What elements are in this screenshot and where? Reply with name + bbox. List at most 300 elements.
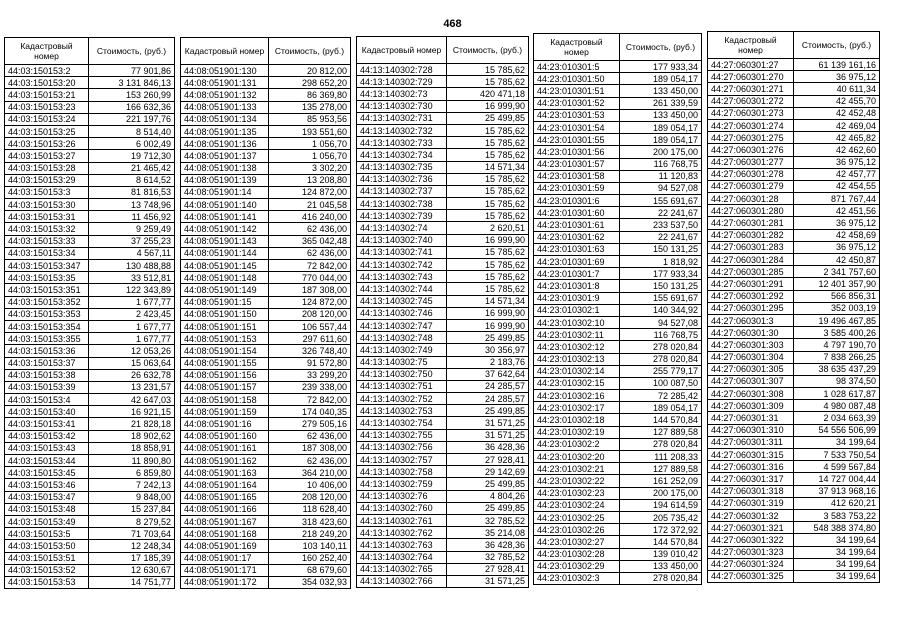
cost-cell: 161 252,09 — [620, 475, 702, 487]
cadastral-number-cell: 44:27:060301:271 — [708, 83, 794, 95]
cost-cell: 15 785,62 — [447, 137, 529, 149]
table-row — [357, 441, 529, 453]
cost-cell: 1 677,77 — [89, 320, 175, 332]
table-row — [357, 234, 529, 246]
table-row — [181, 77, 351, 89]
cadastral-number-cell: 44:03:150153:36 — [5, 345, 89, 357]
table-row — [357, 466, 529, 478]
cost-cell: 548 388 374,80 — [794, 522, 880, 534]
table-row — [5, 272, 175, 284]
cadastral-number-cell: 44:08:051901:137 — [181, 150, 269, 162]
cost-cell: 365 042,48 — [269, 235, 351, 247]
cost-cell: 364 210,00 — [269, 467, 351, 479]
cost-cell: 42 454,55 — [794, 180, 880, 192]
table-row — [5, 65, 175, 77]
cost-cell: 187 308,00 — [269, 284, 351, 296]
cost-cell: 127 889,58 — [620, 463, 702, 475]
table-row — [708, 436, 880, 448]
cadastral-number-cell: 44:08:051901:160 — [181, 430, 269, 442]
cost-cell: 189 054,17 — [620, 134, 702, 146]
table-row — [357, 319, 529, 331]
table-row — [534, 414, 702, 426]
table-row — [5, 576, 175, 588]
cadastral-number-cell: 44:13:140302:76 — [357, 490, 447, 502]
cadastral-number-cell: 44:27:060301:315 — [708, 449, 794, 461]
cost-cell: 135 278,00 — [269, 101, 351, 113]
table-row — [708, 266, 880, 278]
cadastral-number-cell: 44:13:140302:756 — [357, 441, 447, 453]
cost-cell: 13 231,57 — [89, 381, 175, 393]
table-row — [708, 229, 880, 241]
cadastral-number-cell: 44:23:010301:8 — [534, 280, 620, 292]
table-row — [5, 186, 175, 198]
table-row — [708, 241, 880, 253]
cost-cell: 21 828,18 — [89, 418, 175, 430]
table-row — [5, 442, 175, 454]
table-row — [534, 109, 702, 121]
cadastral-number-cell: 44:03:150153:47 — [5, 491, 89, 503]
cadastral-number-cell: 44:27:060301:270 — [708, 71, 794, 83]
cost-cell: 8 614,52 — [89, 174, 175, 186]
cost-cell: 34 199,64 — [794, 546, 880, 558]
cost-cell: 12 401 357,90 — [794, 278, 880, 290]
cost-cell: 6 859,80 — [89, 467, 175, 479]
table-row — [5, 296, 175, 308]
cadastral-number-cell: 44:23:010302:11 — [534, 329, 620, 341]
table-row — [181, 162, 351, 174]
table-row — [5, 125, 175, 137]
cost-cell: 420 471,18 — [447, 88, 529, 100]
cadastral-number-cell: 44:23:010301:58 — [534, 170, 620, 182]
cost-cell: 62 436,00 — [269, 247, 351, 259]
cadastral-number-cell: 44:03:150153:33 — [5, 235, 89, 247]
table-row — [708, 205, 880, 217]
table-row — [357, 198, 529, 210]
table-row — [708, 59, 880, 71]
table-row — [708, 461, 880, 473]
table-row — [5, 467, 175, 479]
cadastral-number-cell: 44:23:010302:29 — [534, 560, 620, 572]
table-row — [181, 430, 351, 442]
cadastral-number-cell: 44:13:140302:734 — [357, 149, 447, 161]
table-row — [181, 479, 351, 491]
table-row — [5, 430, 175, 442]
cost-cell: 13 208,80 — [269, 174, 351, 186]
cadastral-number-cell: 44:27:060301:280 — [708, 205, 794, 217]
cost-cell: 2 341 757,60 — [794, 266, 880, 278]
cadastral-number-cell: 44:13:140302:732 — [357, 124, 447, 136]
table-row — [708, 522, 880, 534]
cost-cell: 770 044,00 — [269, 272, 351, 284]
table-row — [181, 235, 351, 247]
cadastral-number-cell: 44:23:010301:57 — [534, 158, 620, 170]
cadastral-number-cell: 44:13:140302:753 — [357, 405, 447, 417]
cadastral-number-cell: 44:23:010302:10 — [534, 316, 620, 328]
table-row — [534, 134, 702, 146]
cadastral-number-cell: 44:08:051901:155 — [181, 357, 269, 369]
cadastral-number-cell: 44:08:051901:156 — [181, 369, 269, 381]
table-row — [708, 168, 880, 180]
cadastral-number-cell: 44:23:010302:19 — [534, 426, 620, 438]
table-row — [534, 463, 702, 475]
cost-cell: 352 003,19 — [794, 302, 880, 314]
table-row — [357, 283, 529, 295]
table-row — [534, 426, 702, 438]
cost-cell: 354 032,93 — [269, 576, 351, 588]
cadastral-number-cell: 44:13:140302:742 — [357, 259, 447, 271]
cost-cell: 42 469,04 — [794, 119, 880, 131]
table-row — [708, 156, 880, 168]
cadastral-number-cell: 44:03:150153:32 — [5, 223, 89, 235]
cost-cell: 155 691,67 — [620, 195, 702, 207]
cadastral-number-cell: 44:08:051901:148 — [181, 272, 269, 284]
table-row — [181, 455, 351, 467]
cadastral-number-cell: 44:23:010301:69 — [534, 256, 620, 268]
cost-cell: 30 356,97 — [447, 344, 529, 356]
table-row — [181, 406, 351, 418]
cost-cell: 122 343,89 — [89, 284, 175, 296]
table-row — [181, 113, 351, 125]
cadastral-number-cell: 44:13:140302:735 — [357, 161, 447, 173]
cost-cell: 416 240,00 — [269, 211, 351, 223]
cost-cell: 255 779,17 — [620, 365, 702, 377]
table-row — [5, 394, 175, 406]
cost-cell: 34 199,64 — [794, 436, 880, 448]
cost-cell: 37 913 968,16 — [794, 485, 880, 497]
cost-cell: 13 748,96 — [89, 199, 175, 211]
cost-cell: 22 241,67 — [620, 231, 702, 243]
cadastral-number-cell: 44:23:010302:26 — [534, 524, 620, 536]
table-row — [708, 473, 880, 485]
cost-cell: 3 131 846,13 — [89, 77, 175, 89]
cost-cell: 7 533 750,54 — [794, 449, 880, 461]
cost-cell: 34 199,64 — [794, 534, 880, 546]
table-row — [357, 356, 529, 368]
table-row — [5, 345, 175, 357]
table-row — [534, 316, 702, 328]
cost-cell: 15 785,62 — [447, 124, 529, 136]
table-row — [357, 405, 529, 417]
header-cost: Стоимость, (руб.) — [269, 38, 351, 65]
table-row — [534, 97, 702, 109]
cost-cell: 94 527,08 — [620, 182, 702, 194]
cadastral-number-cell: 44:13:140302:748 — [357, 332, 447, 344]
table-row — [181, 528, 351, 540]
table-row — [5, 406, 175, 418]
cadastral-number-cell: 44:23:010301:6 — [534, 195, 620, 207]
cadastral-number-cell: 44:13:140302:764 — [357, 551, 447, 563]
cadastral-number-cell: 44:23:010302:17 — [534, 402, 620, 414]
table-row — [708, 314, 880, 326]
cadastral-number-cell: 44:03:150153:351 — [5, 284, 89, 296]
table-row — [5, 528, 175, 540]
cadastral-table-2 — [180, 37, 351, 589]
table-row — [357, 149, 529, 161]
cost-cell: 15 785,62 — [447, 271, 529, 283]
cost-cell: 17 185,39 — [89, 552, 175, 564]
cadastral-number-cell: 44:08:051901:162 — [181, 455, 269, 467]
table-row — [708, 534, 880, 546]
cadastral-table-4 — [533, 33, 702, 585]
cadastral-number-cell: 44:03:150153:53 — [5, 576, 89, 588]
cost-cell: 15 785,62 — [447, 149, 529, 161]
cadastral-number-cell: 44:08:051901:141 — [181, 211, 269, 223]
cost-cell: 144 570,84 — [620, 536, 702, 548]
cost-cell: 116 768,75 — [620, 158, 702, 170]
cadastral-number-cell: 44:27:060301:27 — [708, 59, 794, 71]
table-row — [534, 195, 702, 207]
cost-cell: 9 259,49 — [89, 223, 175, 235]
cost-cell: 140 344,92 — [620, 304, 702, 316]
cost-cell: 133 450,00 — [620, 85, 702, 97]
table-row — [534, 182, 702, 194]
table-row — [181, 418, 351, 430]
table-row — [357, 551, 529, 563]
table-row — [534, 438, 702, 450]
table-row — [534, 487, 702, 499]
cadastral-number-cell: 44:08:051901:157 — [181, 381, 269, 393]
cadastral-number-cell: 44:27:060301:277 — [708, 156, 794, 168]
table-row — [708, 339, 880, 351]
cost-cell: 85 953,56 — [269, 113, 351, 125]
cost-cell: 15 063,64 — [89, 357, 175, 369]
table-row — [708, 509, 880, 521]
header-cost: Стоимость, (руб.) — [794, 32, 880, 59]
cost-cell: 37 255,23 — [89, 235, 175, 247]
table-row — [181, 491, 351, 503]
cadastral-number-cell: 44:08:051901:134 — [181, 113, 269, 125]
cadastral-number-cell: 44:13:140302:729 — [357, 76, 447, 88]
cost-cell: 174 040,35 — [269, 406, 351, 418]
cadastral-number-cell: 44:08:051901:136 — [181, 138, 269, 150]
cadastral-number-cell: 44:08:051901:168 — [181, 528, 269, 540]
cadastral-number-cell: 44:23:010302:20 — [534, 451, 620, 463]
table-row — [5, 455, 175, 467]
cost-cell: 12 053,26 — [89, 345, 175, 357]
cadastral-number-cell: 44:13:140302:741 — [357, 246, 447, 258]
cost-cell: 42 457,77 — [794, 168, 880, 180]
cadastral-number-cell: 44:13:140302:743 — [357, 271, 447, 283]
cost-cell: 19 496 467,85 — [794, 314, 880, 326]
cadastral-number-cell: 44:23:010302:25 — [534, 511, 620, 523]
cadastral-number-cell: 44:27:060301:284 — [708, 254, 794, 266]
cost-cell: 1 818,92 — [620, 256, 702, 268]
cadastral-number-cell: 44:23:010301:50 — [534, 73, 620, 85]
table-row — [5, 381, 175, 393]
cost-cell: 871 767,44 — [794, 193, 880, 205]
cadastral-number-cell: 44:27:060301:295 — [708, 302, 794, 314]
cadastral-number-cell: 44:23:010301:54 — [534, 121, 620, 133]
table-row — [708, 132, 880, 144]
cadastral-number-cell: 44:03:150153:5 — [5, 528, 89, 540]
cadastral-number-cell: 44:27:060301:285 — [708, 266, 794, 278]
cost-cell: 14 571,34 — [447, 295, 529, 307]
table-row — [181, 272, 351, 284]
cost-cell: 1 677,77 — [89, 333, 175, 345]
cadastral-number-cell: 44:03:150153:25 — [5, 125, 89, 137]
cadastral-number-cell: 44:08:051901:145 — [181, 260, 269, 272]
cost-cell: 37 642,64 — [447, 368, 529, 380]
cadastral-number-cell: 44:08:051901:154 — [181, 345, 269, 357]
table-row — [5, 138, 175, 150]
cost-cell: 566 856,31 — [794, 290, 880, 302]
cadastral-number-cell: 44:13:140302:766 — [357, 575, 447, 587]
cadastral-number-cell: 44:13:140302:752 — [357, 393, 447, 405]
cost-cell: 42 451,56 — [794, 205, 880, 217]
cadastral-number-cell: 44:13:140302:75 — [357, 356, 447, 368]
cadastral-number-cell: 44:13:140302:750 — [357, 368, 447, 380]
cost-cell: 177 933,34 — [620, 268, 702, 280]
table-row — [708, 107, 880, 119]
table-row — [357, 112, 529, 124]
cadastral-number-cell: 44:13:140302:755 — [357, 429, 447, 441]
cost-cell: 77 901,86 — [89, 65, 175, 77]
table-row — [357, 210, 529, 222]
cost-cell: 12 630,67 — [89, 564, 175, 576]
cost-cell: 68 679,60 — [269, 564, 351, 576]
cadastral-number-cell: 44:23:010302:13 — [534, 353, 620, 365]
cost-cell: 72 285,42 — [620, 390, 702, 402]
table-row — [357, 393, 529, 405]
cadastral-number-cell: 44:23:010302:15 — [534, 377, 620, 389]
cadastral-number-cell: 44:03:150153:44 — [5, 455, 89, 467]
cost-cell: 318 423,60 — [269, 515, 351, 527]
cadastral-number-cell: 44:03:150153:42 — [5, 430, 89, 442]
table-row — [5, 211, 175, 223]
table-row — [5, 515, 175, 527]
cadastral-number-cell: 44:08:051901:139 — [181, 174, 269, 186]
cost-cell: 15 785,62 — [447, 246, 529, 258]
cost-cell: 42 452,48 — [794, 107, 880, 119]
cost-cell: 16 921,15 — [89, 406, 175, 418]
table-row — [181, 515, 351, 527]
table-row — [5, 357, 175, 369]
cost-cell: 54 556 506,99 — [794, 424, 880, 436]
cost-cell: 15 785,62 — [447, 173, 529, 185]
cadastral-number-cell: 44:23:010301:61 — [534, 219, 620, 231]
cost-cell: 40 611,34 — [794, 83, 880, 95]
cadastral-number-cell: 44:27:060301:291 — [708, 278, 794, 290]
cost-cell: 412 620,21 — [794, 497, 880, 509]
table-row — [708, 180, 880, 192]
table-row — [708, 388, 880, 400]
cost-cell: 1 677,77 — [89, 296, 175, 308]
cost-cell: 4 599 567,84 — [794, 461, 880, 473]
cost-cell: 208 120,00 — [269, 491, 351, 503]
cadastral-number-cell: 44:08:051901:131 — [181, 77, 269, 89]
cost-cell: 42 462,60 — [794, 144, 880, 156]
cadastral-number-cell: 44:03:150153:23 — [5, 101, 89, 113]
cost-cell: 36 975,12 — [794, 71, 880, 83]
table-row — [534, 499, 702, 511]
table-row — [181, 101, 351, 113]
cadastral-number-cell: 44:27:060301:317 — [708, 473, 794, 485]
cadastral-number-cell: 44:08:051901:159 — [181, 406, 269, 418]
cadastral-number-cell: 44:08:051901:164 — [181, 479, 269, 491]
cadastral-number-cell: 44:27:060301:32 — [708, 509, 794, 521]
table-row — [534, 548, 702, 560]
table-row — [708, 400, 880, 412]
cadastral-number-cell: 44:27:060301:274 — [708, 119, 794, 131]
cost-cell: 7 838 266,25 — [794, 351, 880, 363]
cost-cell: 25 499,85 — [447, 502, 529, 514]
table-row — [534, 451, 702, 463]
cadastral-number-cell: 44:03:150153:27 — [5, 150, 89, 162]
header-cost: Стоимость, (руб.) — [89, 38, 175, 65]
cost-cell: 3 583 753,22 — [794, 509, 880, 521]
cost-cell: 29 142,69 — [447, 466, 529, 478]
table-row — [708, 217, 880, 229]
cost-cell: 25 499,85 — [447, 112, 529, 124]
cadastral-number-cell: 44:03:150153:352 — [5, 296, 89, 308]
cadastral-number-cell: 44:03:150153:20 — [5, 77, 89, 89]
cost-cell: 15 785,62 — [447, 210, 529, 222]
cadastral-number-cell: 44:23:010301:51 — [534, 85, 620, 97]
cost-cell: 233 537,50 — [620, 219, 702, 231]
table-row — [534, 365, 702, 377]
cost-cell: 15 785,62 — [447, 64, 529, 76]
cost-cell: 298 652,20 — [269, 77, 351, 89]
cadastral-number-cell: 44:08:051901:133 — [181, 101, 269, 113]
cost-cell: 4 980 087,48 — [794, 400, 880, 412]
cadastral-number-cell: 44:03:150153:49 — [5, 515, 89, 527]
cost-cell: 106 557,44 — [269, 320, 351, 332]
cost-cell: 31 571,25 — [447, 417, 529, 429]
table-row — [181, 442, 351, 454]
cadastral-number-cell: 44:27:060301:309 — [708, 400, 794, 412]
table-row — [708, 83, 880, 95]
cost-cell: 3 302,20 — [269, 162, 351, 174]
cost-cell: 326 748,40 — [269, 345, 351, 357]
cadastral-number-cell: 44:27:060301:322 — [708, 534, 794, 546]
cost-cell: 124 872,00 — [269, 296, 351, 308]
cadastral-number-cell: 44:03:150153:45 — [5, 467, 89, 479]
cost-cell: 15 785,62 — [447, 198, 529, 210]
table-row — [5, 503, 175, 515]
cadastral-number-cell: 44:23:010302:12 — [534, 341, 620, 353]
cadastral-number-cell: 44:03:150153:354 — [5, 320, 89, 332]
header-cadastral: Кадастровый номер — [708, 32, 794, 59]
cadastral-number-cell: 44:03:150153:31 — [5, 211, 89, 223]
table-row — [534, 353, 702, 365]
cost-cell: 62 436,00 — [269, 455, 351, 467]
table-row — [708, 485, 880, 497]
cadastral-number-cell: 44:27:060301:310 — [708, 424, 794, 436]
table-row — [534, 402, 702, 414]
cadastral-number-cell: 44:03:150153:29 — [5, 174, 89, 186]
cost-cell: 172 372,92 — [620, 524, 702, 536]
cadastral-number-cell: 44:08:051901:166 — [181, 503, 269, 515]
table-row — [708, 327, 880, 339]
table-row — [5, 320, 175, 332]
table-row — [534, 73, 702, 85]
cadastral-number-cell: 44:27:060301:3 — [708, 314, 794, 326]
table-row — [708, 193, 880, 205]
table-row — [181, 320, 351, 332]
table-row — [181, 357, 351, 369]
table-row — [534, 207, 702, 219]
table-row — [357, 368, 529, 380]
table-row — [357, 271, 529, 283]
cadastral-number-cell: 44:08:051901:16 — [181, 418, 269, 430]
cost-cell: 11 120,83 — [620, 170, 702, 182]
cost-cell: 91 572,80 — [269, 357, 351, 369]
table-row — [181, 199, 351, 211]
table-row — [534, 268, 702, 280]
cadastral-number-cell: 44:27:060301:321 — [708, 522, 794, 534]
table-row — [181, 260, 351, 272]
cadastral-number-cell: 44:27:060301:325 — [708, 570, 794, 582]
